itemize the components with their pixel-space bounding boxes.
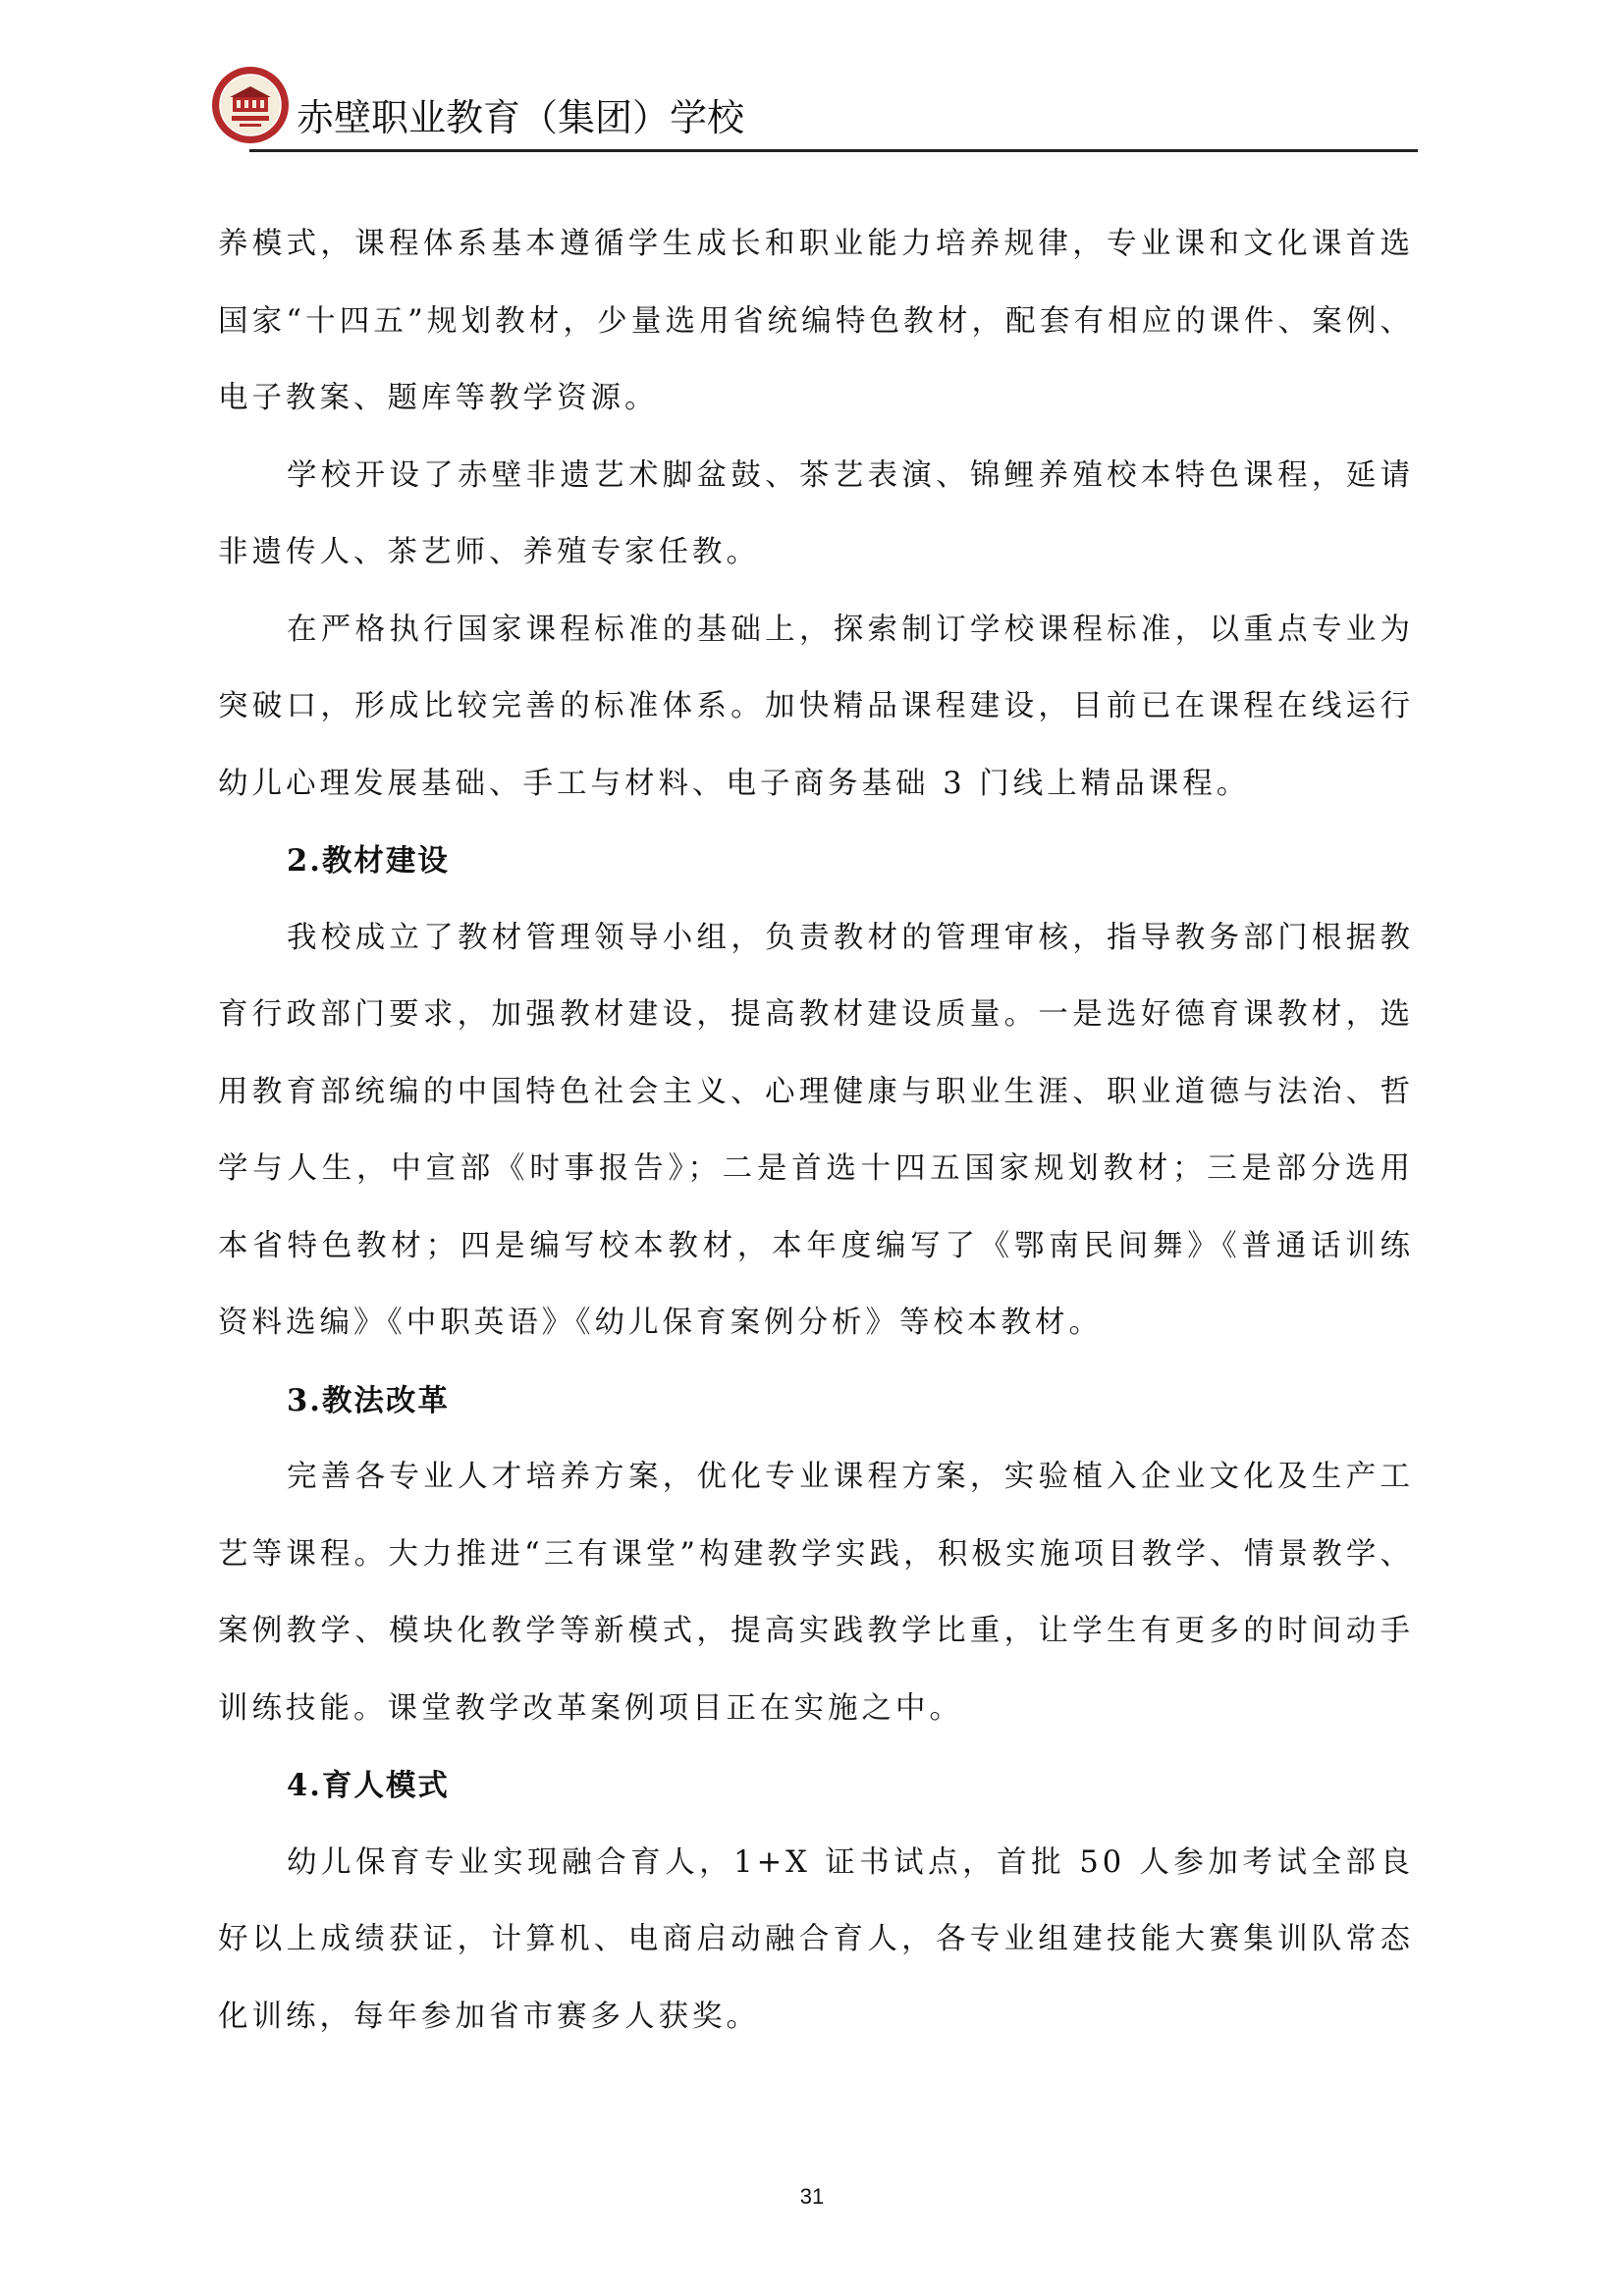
section-heading: 2.教材建设	[287, 843, 450, 879]
paragraph: 幼儿保育专业实现融合育人，1+X 证书试点，首批 50 人参加考试全部良好以上成绩获证，计算机、电商启动融合育人，各专业组建技能大赛集训队常态化训练，每年参加省市赛多人获奖。	[218, 1844, 1414, 2034]
school-seal-logo-icon	[210, 65, 291, 145]
school-name: 赤壁职业教育（集团）学校	[297, 96, 745, 139]
paragraph: 完善各专业人才培养方案，优化专业课程方案，实验植入企业文化及生产工艺等课程。大力推进“三有课堂”构建教学实践，积极实施项目教学、情景教学、案例教学、模块化教学等新模式，提高实践教学比重，让学生有更多的时间动手训练技能。课堂教学改革案例项目正在实施之中。	[218, 1460, 1414, 1726]
paragraph-continued: 养模式，课程体系基本遵循学生成长和职业能力培养规律，专业课和文化课首选国家“十四五”规划教材，少量选用省统编特色教材，配套有相应的课件、案例、电子教案、题库等教学资源。	[218, 227, 1414, 415]
section-heading: 3.教法改革	[287, 1382, 450, 1418]
header-divider	[249, 149, 1418, 152]
page-number: 31	[799, 2184, 825, 2209]
document-body	[218, 206, 1414, 2056]
paragraph: 我校成立了教材管理领导小组，负责教材的管理审核，指导教务部门根据教育行政部门要求，加强教材建设，提高教材建设质量。一是选好德育课教材，选用教育部统编的中国特色社会主义、心理健康与职业生涯、职业道德与法治、哲学与人生，中宣部《时事报告》；二是首选十四五国家规划教材；三是部分选用本省特色教材；四是编写校本教材，本年度编写了《鄂南民间舞》《普通话训练资料选编》《中职英语》《幼儿保育案例分析》等校本教材。	[218, 920, 1414, 1340]
section-heading: 4.育人模式	[287, 1768, 450, 1803]
page-header	[210, 61, 1418, 154]
paragraph: 学校开设了赤壁非遗艺术脚盆鼓、茶艺表演、锦鲤养殖校本特色课程，延请非遗传人、茶艺师、养殖专家任教。	[218, 457, 1414, 569]
paragraph: 在严格执行国家课程标准的基础上，探索制订学校课程标准，以重点专业为突破口，形成比较完善的标准体系。加快精品课程建设，目前已在课程在线运行幼儿心理发展基础、手工与材料、电子商务基础 3 门线上精品课程。	[218, 612, 1414, 801]
